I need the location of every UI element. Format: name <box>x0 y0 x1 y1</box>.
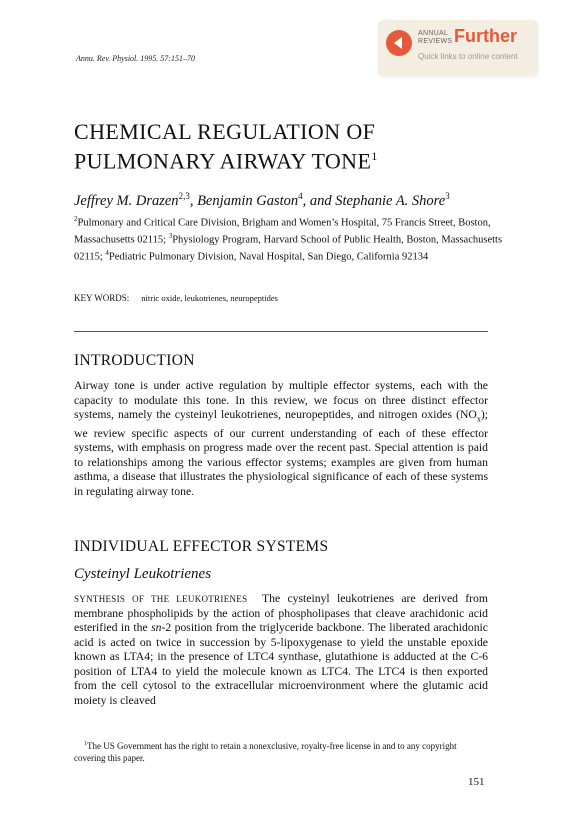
intro-subscript: x <box>476 414 481 424</box>
intro-text-2: ); we review specific aspects of our current understanding of each of these effector systems, with emphasis on progress made over the recent past. Special attention is paid to relationships among the various effector systems; examples are given from human asthma, a disease that illustrates the physiological significance of each of these systems in regulating airway tone. <box>74 408 488 498</box>
author-separator: , <box>189 192 198 209</box>
page-number: 151 <box>468 776 485 788</box>
affiliation-text: Pulmonary and Critical Care Division, Brigham and Women’s Hospital, 75 Francis Street, Boston, Massachusetts 02115; <box>74 217 491 246</box>
body-text-italic: sn <box>151 621 162 634</box>
article-title <box>74 120 378 173</box>
badge-reviews-text: REVIEWS <box>418 38 453 45</box>
introduction-paragraph <box>74 379 488 499</box>
badge-further-text: Further <box>454 26 517 46</box>
title-line-2-text: PULMONARY AIRWAY TONE <box>74 148 372 174</box>
keywords-label: KEY WORDS: <box>74 293 130 303</box>
affiliation-mark: 2 <box>74 215 78 223</box>
subsection-heading: Cysteinyl Leukotrienes <box>74 566 212 582</box>
author-affiliation-mark: 2,3 <box>178 191 190 201</box>
title-line-1: CHEMICAL REGULATION OF <box>74 119 376 144</box>
footnote-mark: 1 <box>84 741 87 747</box>
author-name: Stephanie A. Shore <box>335 192 446 209</box>
author-name: Benjamin Gaston <box>197 192 299 209</box>
affiliation-text: Physiology Program, Harvard School of Public Health, Boston, Massachusetts 02115; <box>74 234 503 263</box>
keywords <box>74 293 278 303</box>
footnote <box>74 738 488 764</box>
body-paragraph <box>74 592 488 708</box>
author-list <box>74 191 450 210</box>
affiliation-mark: 4 <box>105 249 109 257</box>
badge-subtitle: Quick links to online content <box>418 52 518 61</box>
keywords-values: nitric oxide, leukotrienes, neuropeptides <box>141 293 278 303</box>
introduction-heading: INTRODUCTION <box>74 352 195 369</box>
title-footnote-mark: 1 <box>371 149 378 163</box>
section-heading: INDIVIDUAL EFFECTOR SYSTEMS <box>74 538 329 555</box>
title-line-2 <box>74 144 378 173</box>
affiliations <box>74 213 504 264</box>
author-name: Jeffrey M. Drazen <box>74 192 179 209</box>
badge-annual-text: ANNUAL <box>418 30 449 37</box>
runin-heading: SYNTHESIS OF THE LEUKOTRIENES <box>74 594 248 604</box>
back-arrow-icon <box>386 30 412 56</box>
author-affiliation-mark: 4 <box>298 191 303 201</box>
affiliation-mark: 3 <box>168 232 173 240</box>
journal-reference: Annu. Rev. Physiol. 1995. 57:151–70 <box>76 54 195 63</box>
body-text-a: The cysteinyl leukotrienes are derived from membrane phospholipids by the action of phospholipases that cleave arachidonic acid esterified in the <box>74 592 488 634</box>
annual-reviews-further-badge[interactable] <box>378 20 538 76</box>
intro-text-1: Airway tone is under active regulation by multiple effector systems, each with the capacity to modulate this tone. In this review, we focus on three distinct effector systems, namely the cysteinyl leukotrienes, neuropeptides, and nitrogen oxides (NO <box>74 379 488 421</box>
footnote-text: The US Government has the right to retain a nonexclusive, royalty-free license in and to any copyright covering this paper. <box>74 741 457 763</box>
affiliation-text: Pediatric Pulmonary Division, Naval Hospital, San Diego, California 92134 <box>108 251 429 263</box>
body-text-b: -2 position from the triglyceride backbone. The liberated arachidonic acid is acted on twice in succession by 5-lipoxygenase to yield the unstable epoxide known as LTA4; in the presence of LTC4 synthase, glutathione is adducted at the C-6 position of LTA4 to yield the molecule known as LTC4. The LTC4 is then exported from the cell cytosol to the extracellular microenvironment where the glutamic acid moiety is cleaved <box>74 621 488 707</box>
section-divider <box>74 331 488 332</box>
author-affiliation-mark: 3 <box>445 191 450 201</box>
badge-brand <box>418 30 452 46</box>
author-separator: , and <box>302 192 336 209</box>
